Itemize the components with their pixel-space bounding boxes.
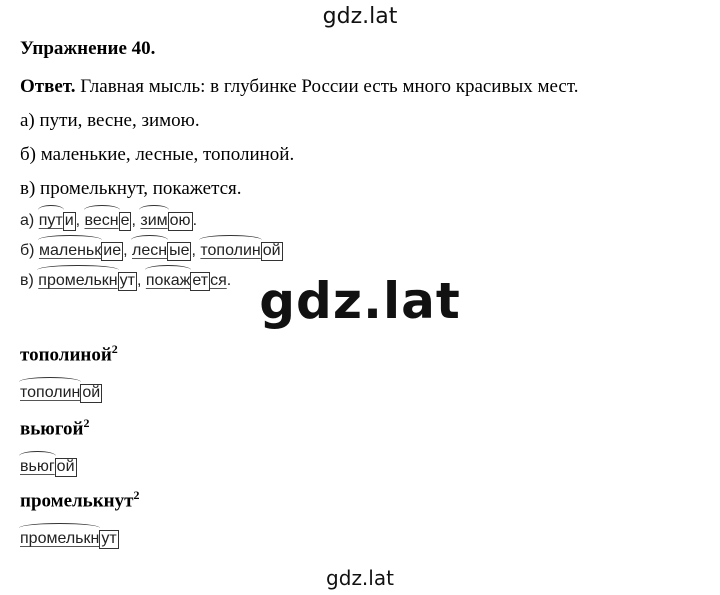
word-superscript: 2 [83,416,90,430]
morph-root: тополин [20,384,81,401]
answer-label: Ответ. [20,76,76,97]
morph-root: промелькн [20,530,100,547]
morph-prefix: а) [20,212,35,229]
morph-row-c: в) промелькн ут , покаж ет ся. [20,266,231,291]
word-title [20,488,139,512]
word-parse [20,524,119,549]
answer-item-a: а) пути, весне, зимою. [20,110,200,131]
morph-ending: ой [262,242,281,259]
morph-root: пут [38,212,63,229]
morph-ending: ет [192,272,209,289]
morph-ending: ут [101,530,117,547]
watermark-middle: gdz.lat [259,272,461,330]
morph-root: лесн [132,242,168,259]
morph-ending: е [120,212,130,229]
morph-prefix: в) [20,272,34,289]
morph-ending: и [64,212,74,229]
morph-ending: ут [119,272,135,289]
morph-word [39,206,76,231]
word-text: вьюгой [20,418,84,440]
morph-word [39,236,123,261]
exercise-heading: Упражнение 40. [20,38,156,59]
word-text: промелькнут [20,490,134,512]
word-parse [20,378,102,403]
word-text: тополиной [20,344,112,366]
word-superscript: 2 [111,342,118,356]
watermark-top: gdz.lat [322,4,398,29]
watermark-bottom: gdz.lat [326,566,394,590]
morph-root: маленьк [38,242,102,259]
morph-prefix: б) [20,242,35,259]
morph-root: весн [84,212,119,229]
morph-ending: ой [82,384,101,401]
morph-word [200,236,282,261]
morph-word [140,206,192,231]
answer-text: Главная мысль: в глубинке России есть много красивых мест. [80,76,579,97]
morph-row-a: а) пут и , весн е , зим ою . [20,206,197,231]
morph-root: зим [140,212,168,229]
morph-word [132,236,191,261]
answer-line [20,76,578,98]
morph-root: покаж [145,272,191,289]
word-title [20,342,118,366]
morph-root: промелькн [38,272,118,289]
answer-item-c: в) промелькнут, покажется. [20,178,242,199]
morph-ending: ые [169,242,190,259]
morph-root: вьюг [20,458,55,475]
word-parse [20,452,77,477]
morph-root: тополин [200,242,261,259]
word-title [20,416,89,440]
answer-item-b: б) маленькие, лесные, тополиной. [20,144,295,165]
word-superscript: 2 [133,488,140,502]
morph-word [85,206,132,231]
morph-postfix: ся [210,272,227,289]
morph-ending: ой [56,458,75,475]
morph-ending: ою [169,212,191,229]
morph-ending: ие [103,242,122,259]
morph-row-b: б) маленьк ие , лесн ые , тополин ой [20,236,283,261]
